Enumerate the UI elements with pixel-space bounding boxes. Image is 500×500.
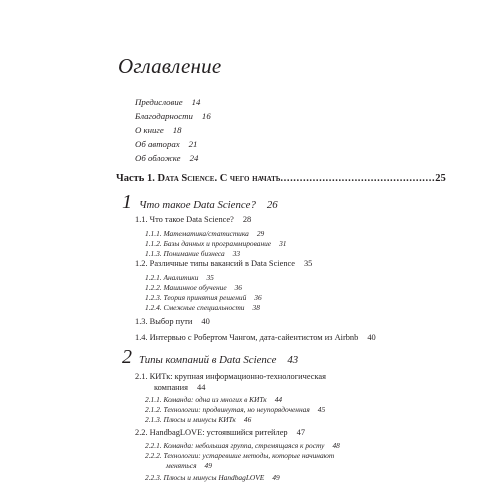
chapter-title: Типы компаний в Data Science [139, 354, 277, 366]
toc-section-1-2[interactable] [135, 259, 312, 268]
section-page: 35 [303, 259, 313, 268]
toc-subsection-2-1-2[interactable] [145, 405, 325, 414]
toc-subsection-1-2-3[interactable] [145, 293, 262, 302]
section-label: 2.1. КИТк: крупная информационно-технологическая [135, 372, 327, 381]
toc-subsection-1-2-4[interactable] [145, 303, 260, 312]
toc-page: 18 [172, 125, 182, 135]
toc-entry-preface[interactable] [135, 97, 200, 107]
subsection-label: 1.1.2. Базы данных и программирование [145, 239, 272, 248]
toc-subsection-1-1-3[interactable] [145, 249, 240, 258]
subsection-label: 1.1.1. Математика/статистика [145, 229, 249, 238]
toc-subsection-2-1-1[interactable] [145, 395, 282, 404]
section-label: 1.2. Различные типы вакансий в Data Science [135, 259, 295, 268]
subsection-label: 2.2.1. Команда: небольшая группа, стремящаяся к росту [145, 441, 325, 450]
toc-chapter-1[interactable] [122, 191, 278, 214]
subsection-page: 46 [243, 415, 252, 424]
toc-chapter-2[interactable] [122, 346, 298, 369]
toc-subsection-1-2-1[interactable] [145, 273, 214, 282]
subsection-page: 49 [204, 461, 212, 470]
toc-part-1[interactable] [116, 173, 446, 184]
subsection-label: 1.2.4. Смежные специальности [145, 303, 245, 312]
page-title: Оглавление [118, 54, 222, 78]
section-label-continued: компания [154, 383, 188, 392]
subsection-page: 36 [254, 293, 262, 302]
subsection-label: 2.1.1. Команда: одна из многих в КИТк [145, 395, 267, 404]
section-label: 1.3. Выбор пути [135, 317, 193, 326]
chapter-page: 43 [287, 354, 299, 366]
subsection-page: 45 [317, 405, 326, 414]
subsection-page: 49 [272, 473, 280, 482]
section-label: 1.1. Что такое Data Science? [135, 215, 234, 224]
part-label [116, 173, 280, 184]
toc-section-1-1[interactable] [135, 215, 251, 224]
toc-label: Об авторах [135, 139, 180, 149]
chapter-number: 2 [122, 346, 132, 368]
toc-page: 16 [201, 111, 211, 121]
subsection-label: 1.1.3. Понимание бизнеса [145, 249, 225, 258]
toc-section-1-4[interactable] [135, 333, 376, 342]
subsection-label: 2.1.3. Плюсы и минусы КИТк [145, 415, 236, 424]
toc-subsection-1-2-2[interactable] [145, 283, 242, 292]
toc-subsection-1-1-2[interactable] [145, 239, 286, 248]
toc-section-1-3[interactable] [135, 317, 210, 326]
toc-subsection-2-2-1[interactable] [145, 441, 340, 450]
toc-label: Предисловие [135, 97, 183, 107]
subsection-label: 2.2.3. Плюсы и минусы HandbagLOVE [145, 473, 265, 482]
toc-entry-about-cover[interactable] [135, 153, 198, 163]
subsection-page: 36 [234, 283, 242, 292]
subsection-page: 33 [232, 249, 241, 258]
part-title: Data Science. С чего начать [157, 173, 281, 184]
toc-label: Об обложке [135, 153, 181, 163]
chapter-number: 1 [122, 191, 132, 213]
toc-subsection-2-2-3[interactable] [145, 473, 280, 482]
toc-subsection-2-2-2[interactable] [145, 451, 334, 471]
chapter-page: 26 [266, 199, 278, 211]
part-leader-dots: ................................................ [280, 173, 436, 184]
toc-subsection-1-1-1[interactable] [145, 229, 264, 238]
toc-section-2-2[interactable] [135, 428, 305, 437]
subsection-page: 29 [256, 229, 265, 238]
section-label: 1.4. Интервью с Робертом Чангом, дата-сайентистом из Airbnb [135, 333, 359, 342]
toc-entry-about-authors[interactable] [135, 139, 197, 149]
toc-page: 24 [189, 153, 199, 163]
toc-page: 14 [191, 97, 201, 107]
section-page: 28 [242, 215, 252, 224]
section-page: 44 [197, 383, 206, 392]
toc-section-2-1[interactable] [135, 371, 326, 393]
subsection-page: 31 [279, 239, 287, 248]
part-page: 25 [435, 173, 446, 184]
toc-label: Благодарности [135, 111, 193, 121]
toc-entry-acknowledgements[interactable] [135, 111, 211, 121]
section-page: 47 [296, 428, 305, 437]
subsection-page: 35 [206, 273, 214, 282]
toc-entry-about-book[interactable] [135, 125, 182, 135]
section-page: 40 [367, 333, 376, 342]
subsection-page: 38 [252, 303, 260, 312]
chapter-title: Что такое Data Science? [139, 199, 256, 211]
subsection-label: 1.2.2. Машинное обучение [145, 283, 227, 292]
part-number: Часть 1. [116, 173, 158, 184]
subsection-label: 2.2.2. Технологии: устаревшие методы, которые начинают [145, 451, 335, 460]
section-label: 2.2. HandbagLOVE: устоявшийся ритейлер [135, 428, 288, 437]
subsection-label: 2.1.2. Технологии: продвинутая, но неупорядоченная [145, 405, 310, 414]
subsection-label: 1.2.3. Теория принятия решений [145, 293, 247, 302]
subsection-label: 1.2.1. Аналитики [145, 273, 199, 282]
section-page: 40 [201, 317, 210, 326]
subsection-page: 44 [274, 395, 283, 404]
subsection-label-continued: меняться [166, 461, 197, 470]
toc-subsection-2-1-3[interactable] [145, 415, 251, 424]
subsection-page: 48 [332, 441, 340, 450]
toc-page: 21 [188, 139, 198, 149]
toc-label: О книге [135, 125, 164, 135]
